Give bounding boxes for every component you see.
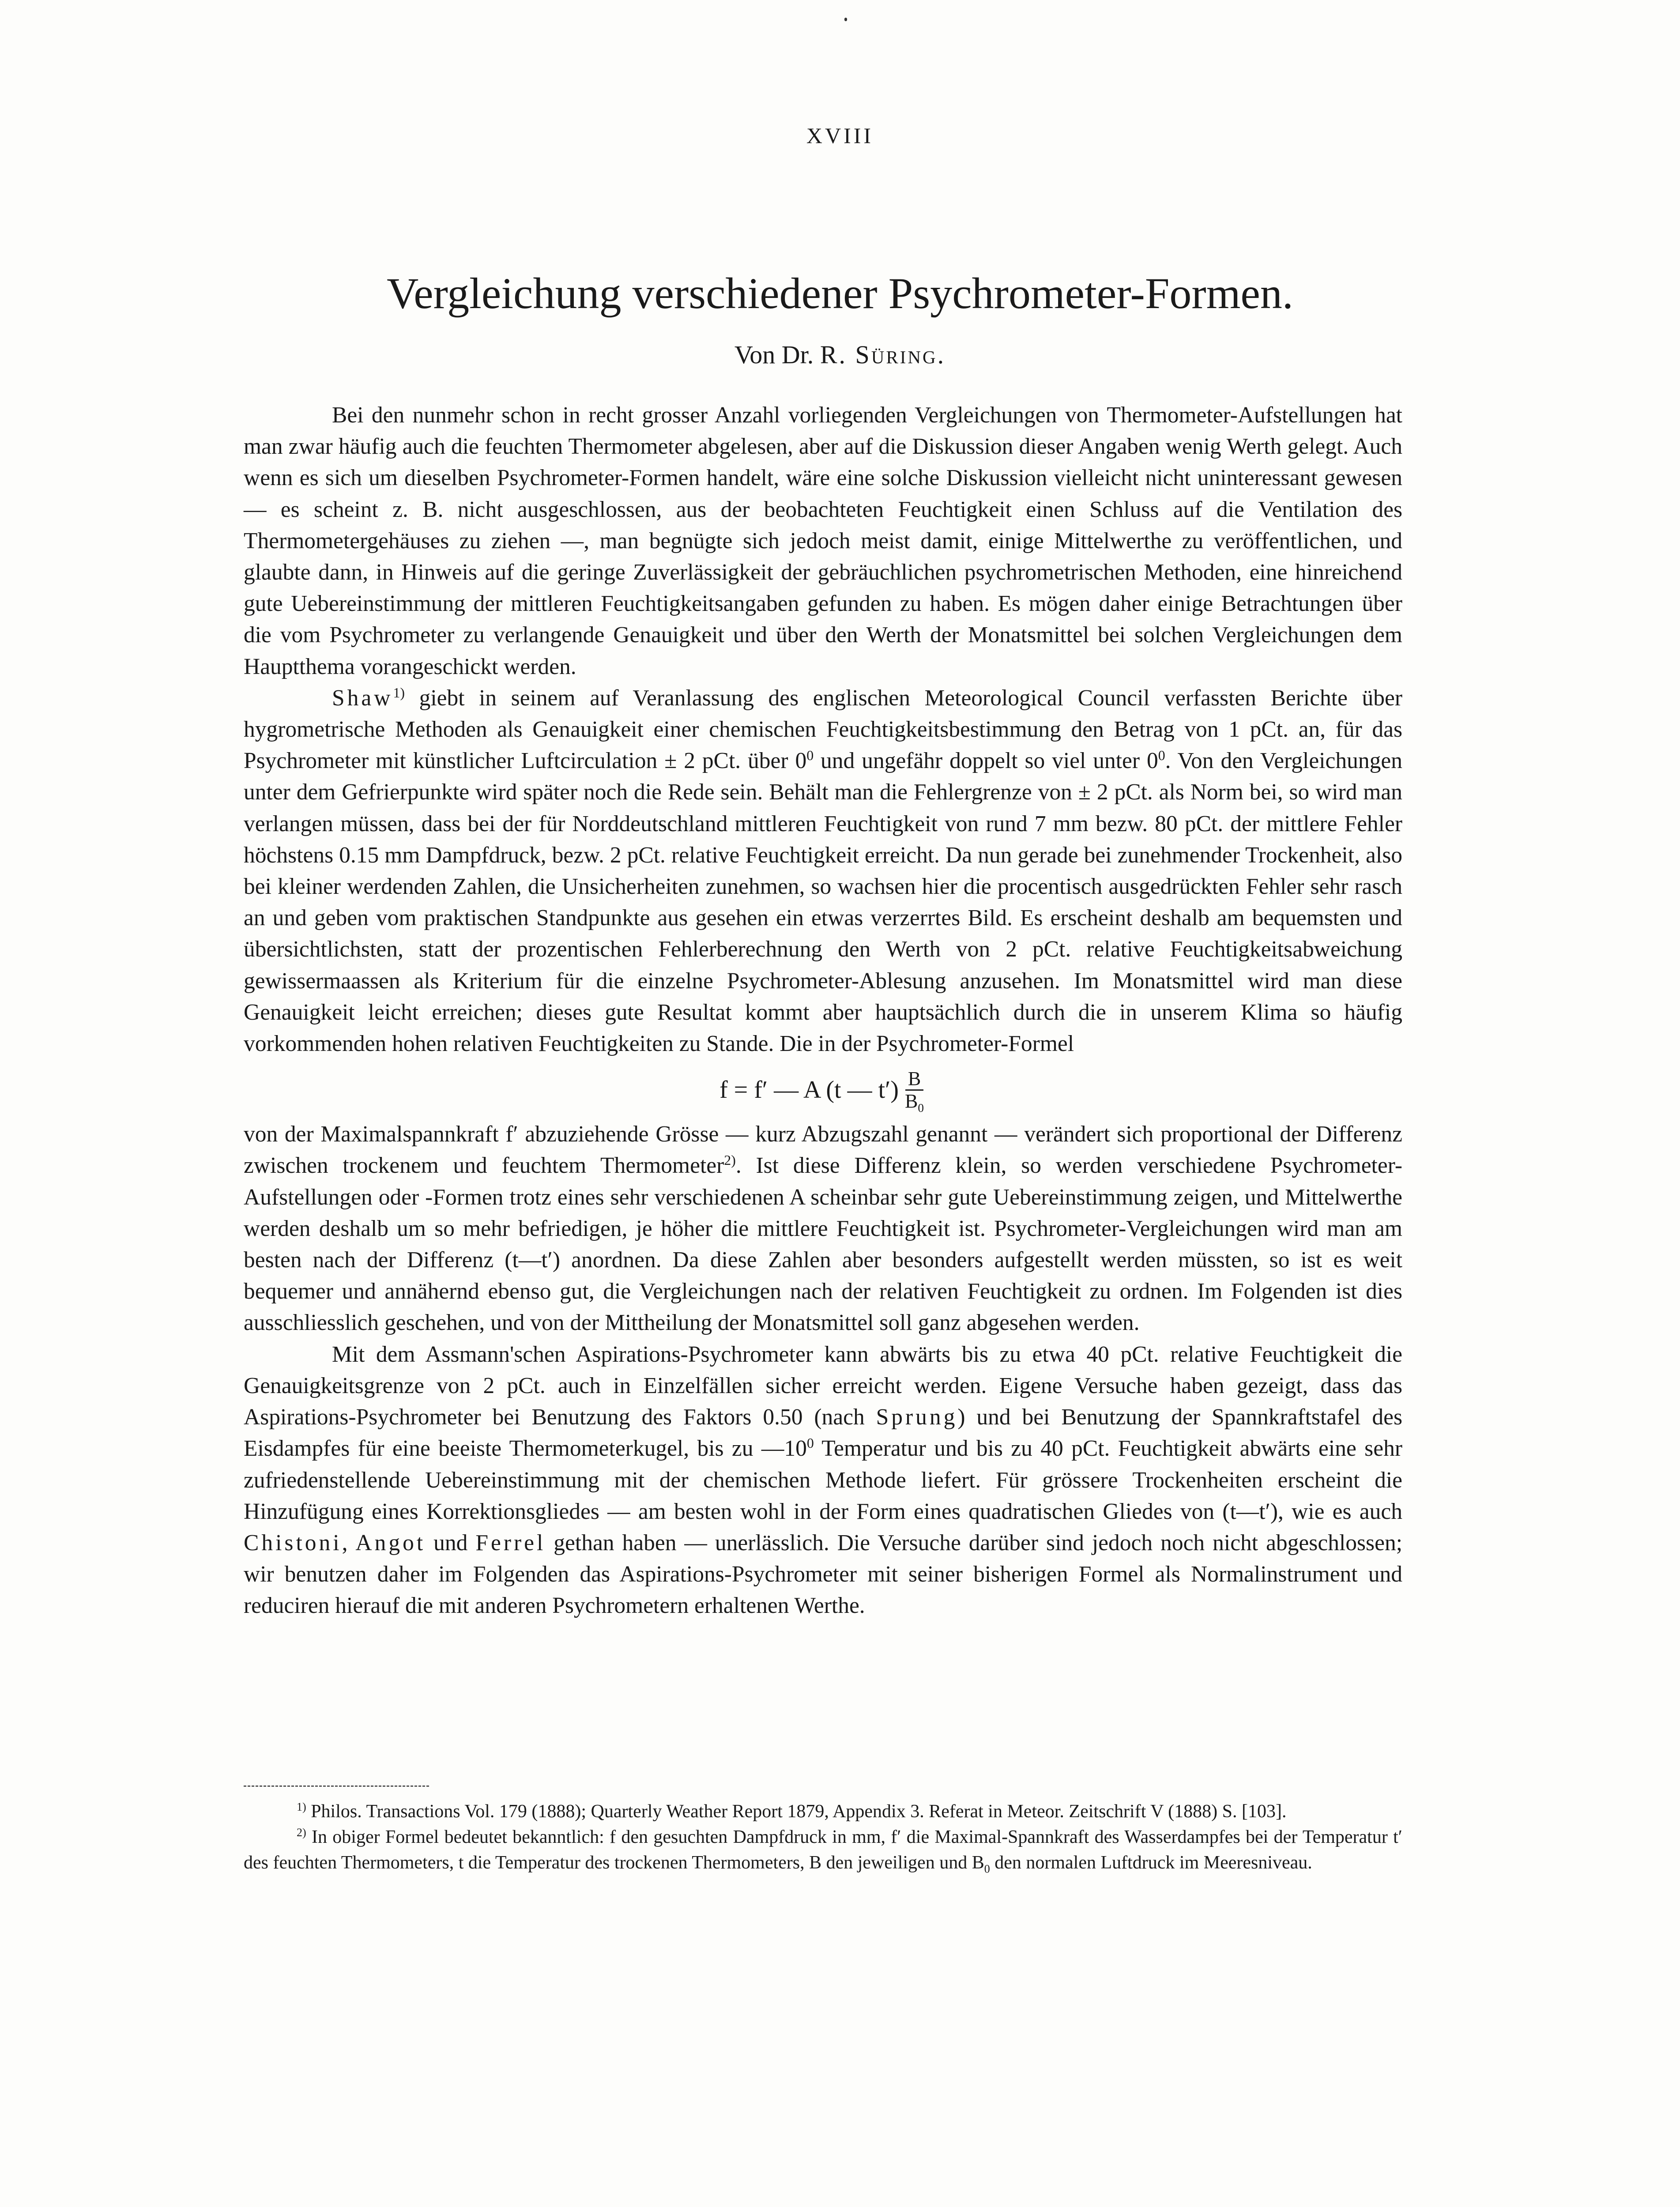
paragraph-2-text-b: und ungefähr doppelt so viel unter 0 [814,748,1158,774]
article-title: Vergleichung verschiedener Psychrometer-Formen. [387,269,1293,318]
page-number: XVIII [806,123,874,148]
degree-sup: 0 [806,748,814,764]
footnote-separator [244,1785,429,1787]
footnotes [244,1799,1402,1876]
byline-prefix: Von Dr. [734,340,814,369]
footnote-1-mark: 1) [297,1800,306,1813]
paragraph-1: Bei den nunmehr schon in recht grosser Anzahl vorliegenden Vergleichungen von Thermometer-Aufstellungen hat man zwar häufig auch die feuchten Thermometer abgelesen, aber auf die Diskussion dieser Angaben wenig Werth gelegt. Auch wenn es sich um dieselben Psychrometer-Formen handelt, wäre eine solche Diskussion vielleicht nicht uninteressant gewesen — es scheint z. B. nicht ausgeschlossen, aus der beobachteten Feuchtigkeit einen Schluss auf die Ventilation des Thermometergehäuses zu ziehen —, man begnügte sich jedoch meist damit, einige Mittelwerthe zu veröffentlichen, und glaubte dann, in Hinweis auf die geringe Zuverlässigkeit der gebräuchlichen psychrometrischen Methoden, eine hinreichend gute Uebereinstimmung der mittleren Feuchtigkeitsangaben gefunden zu haben. Es mögen daher einige Betrachtungen über die vom Psychrometer zu verlangende Genauigkeit und über den Werth der Monatsmittel bei solchen Vergleichungen dem Hauptthema vorangeschickt werden. [244,403,1402,679]
separator-comma: , [342,1530,356,1555]
formula-lhs: f = f′ — A (t — t′) [719,1076,899,1104]
footnote-2-subscript: 0 [984,1862,990,1876]
author-ref-ferrel: Ferrel [475,1530,546,1555]
author-name: R. Süring. [820,340,946,369]
footnote-2-mark: 2) [297,1826,306,1839]
paragraph-3-text-b: . Ist diese Differenz klein, so werden verschiedene Psychrometer-Aufstellungen oder -Formen trotz eines sehr verschiedenen A scheinbar sehr gute Uebereinstimmung zeigen, und Mittelwerthe werden deshalb um so mehr befriedigen, je höher die mittlere Feuchtigkeit ist. Psychrometer-Vergleichungen wird man am besten nach der Differenz (t—t′) anordnen. Da diese Zahlen aber besonders aufgestellt werden müssten, so ist es weit bequemer und annähernd ebenso gut, die Vergleichungen nach der relativen Feuchtigkeit zu ordnen. Im Folgenden ist dies ausschliesslich geschehen, und von der Mittheilung der Monatsmittel soll ganz abgesehen werden. [244,1153,1402,1336]
footnote-ref-1: 1) [393,685,405,701]
print-speck [844,18,847,21]
separator-und: und [426,1530,476,1555]
footnote-2 [244,1824,1402,1876]
paragraph-2 [244,682,1402,1059]
paragraph-3-text-a: von der Maximalspannkraft f′ abzuziehende Grösse — kurz Abzugszahl genannt — verändert sich proportional der Differenz zwischen trockenem und feuchtem Thermometer [244,1122,1402,1179]
paragraph-4 [244,1339,1402,1622]
fraction-numerator: B [905,1068,923,1091]
footnote-1-text: Philos. Transactions Vol. 179 (1888); Quarterly Weather Report 1879, Appendix 3. Referat in Meteor. Zeitschrift V (1888) S. [103]. [306,1801,1287,1822]
denominator-subscript: 0 [918,1101,924,1115]
author-ref-chistoni: Chistoni [244,1530,342,1555]
author-ref-angot: Angot [355,1530,426,1555]
psychrometer-formula [244,1061,1402,1119]
fraction-denominator [902,1090,927,1115]
degree-sup: 0 [1158,748,1165,764]
article-body [244,399,1402,1622]
paragraph-4-text-d: gethan haben — unerlässlich. Die Versuche darüber sind jedoch noch nicht abgeschlossen; wir benutzen daher im Folgenden das Aspirations-Psychrometer mit seiner bisherigen Formel als Normalinstrument und reduciren hierauf die mit anderen Psychrometern erhaltenen Werthe. [244,1530,1402,1619]
footnote-2-text-a: In obiger Formel bedeutet bekanntlich: f den gesuchten Dampfdruck in mm, f′ die Maximal-Spannkraft des Wasserdampfes bei der Temperatur t′ des feuchten Thermometers, t die Temperatur des trockenen Thermometers, B den jeweiligen und B [244,1827,1402,1873]
footnote-1 [244,1799,1402,1824]
author-byline [0,340,1680,369]
paragraph-4-text-b: ) und bei Benutzung der Spannkraftstafel des Eisdampfes für eine beeiste Thermometerkugel, bis zu —10 [244,1405,1403,1461]
formula-fraction [902,1067,927,1115]
paragraph-4-text-c: Temperatur und bis zu 40 pCt. Feuchtigkeit abwärts eine sehr zufriedenstellende Uebereinstimmung mit der chemischen Methode liefert. Für grössere Trockenheiten erscheint die Hinzufügung eines Korrektionsgliedes — am besten wohl in der Form eines quadratischen Gliedes von (t—t′), wie es auch [244,1436,1402,1524]
paragraph-3 [244,1119,1402,1338]
paragraph-2-text-a: giebt in seinem auf Veranlassung des englischen Meteorological Council verfassten Berichte über hygrometrische Methoden als Genauigkeit einer chemischen Feuchtigkeitsbestimmung den Betrag von 1 pCt. an, für das Psychrometer mit künstlicher Luftcirculation ± 2 pCt. über 0 [244,685,1402,774]
footnote-2-text-b: den normalen Luftdruck im Meeresniveau. [990,1853,1312,1873]
footnote-ref-2: 2) [724,1152,736,1168]
degree-sup: 0 [806,1435,814,1451]
paragraph-4-text-a: Mit dem Assmann'schen Aspirations-Psychrometer kann abwärts bis zu etwa 40 pCt. relative Feuchtigkeit die Genauigkeitsgrenze von 2 pCt. auch in Einzelfällen sicher erreicht werden. Eigene Versuche haben gezeigt, dass das Aspirations-Psychrometer bei Benutzung des Faktors 0.50 (nach [244,1341,1402,1430]
author-ref-sprung: Sprung [876,1405,958,1430]
paragraph-2-text-c: . Von den Vergleichungen unter dem Gefrierpunkte wird später noch die Rede sein. Behält man die Fehlergrenze von ± 2 pCt. als Norm bei, so wird man verlangen müssen, dass bei der für Norddeutschland mittleren Feuchtigkeit von rund 7 mm bezw. 80 pCt. der mittlere Fehler höchstens 0.15 mm Dampfdruck, bezw. 2 pCt. relative Feuchtigkeit erreicht. Da nun gerade bei zunehmender Trockenheit, also bei kleiner werdenden Zahlen, die Unsicherheiten zunehmen, so wachsen hier die procentisch ausgedrückten Fehler sehr rasch an und geben vom praktischen Standpunkte aus gesehen ein etwas verzerrtes Bild. Es erscheint deshalb am bequemsten und übersichtlichsten, statt der prozentischen Fehlerberechnung den Werth von 2 pCt. relative Feuchtigkeitsabweichung gewissermaassen als Kriterium für die einzelne Psychrometer-Ablesung anzusehen. Im Monatsmittel wird man diese Genauigkeit leicht erreichen; dieses gute Resultat kommt aber hauptsächlich durch die in unserem Klima so häufig vorkommenden hohen relativen Feuchtigkeiten zu Stande. Die in der Psychrometer-Formel [244,748,1403,1057]
author-ref-shaw: Shaw [332,685,393,711]
denominator-symbol: B [905,1090,918,1112]
